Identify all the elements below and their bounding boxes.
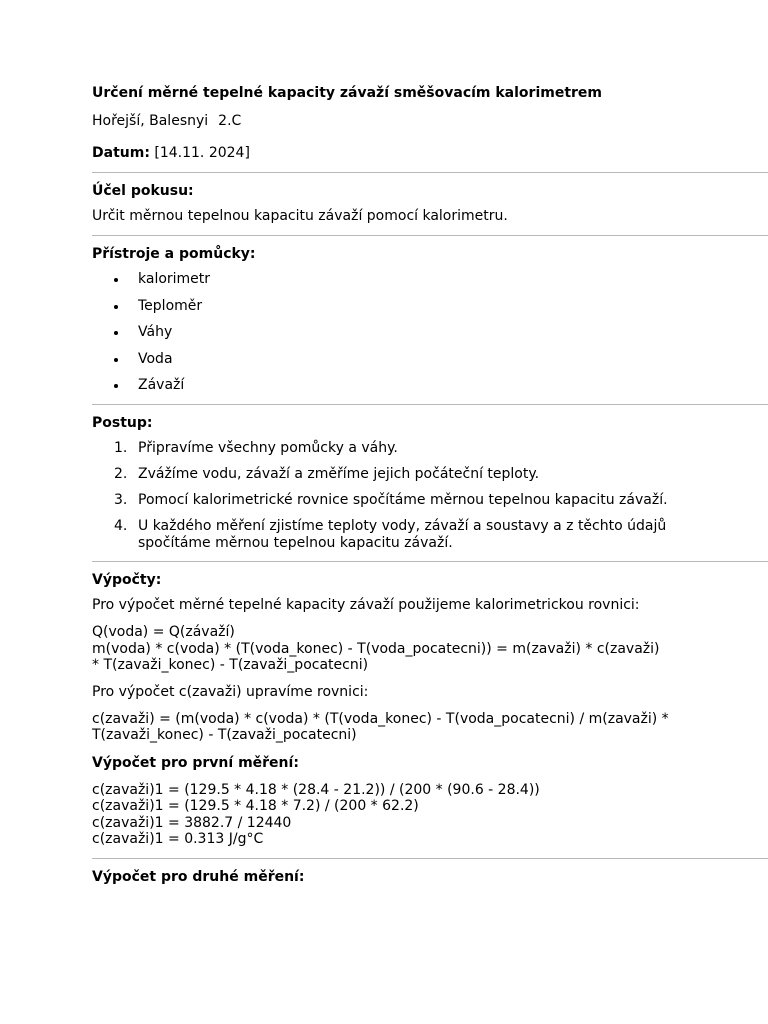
bullet-icon: [114, 331, 118, 335]
calorimetric-equation: Q(voda) = Q(závaží) m(voda) * c(voda) * (T(voda_konec) - T(voda_pocatecni)) = m(zavaži) * c(zavaži) * T(zavaži_konec) - T(zavaži_pocatecni): [92, 624, 660, 674]
first-measurement-calculation: c(zavaži)1 = (129.5 * 4.18 * (28.4 - 21.2)) / (200 * (90.6 - 28.4)) c(zavaži)1 = (129.5 * 4.18 * 7.2) / (200 * 62.2) c(zavaži)1 = 3882.7 / 12440 c(zavaži)1 = 0.313 J/g°C: [92, 781, 540, 848]
procedure-list: [92, 440, 768, 552]
divider: [92, 172, 768, 173]
bullet-icon: [114, 278, 118, 282]
list-item: [92, 377, 768, 394]
list-item: [92, 351, 768, 368]
bullet-icon: [114, 305, 118, 309]
class-label: 2.C: [218, 113, 242, 129]
second-measurement-heading: Výpočet pro druhé měření:: [92, 868, 305, 885]
list-item: [92, 298, 768, 315]
step-text: Zvážíme vodu, závaží a změříme jejich počáteční teploty.: [138, 466, 540, 483]
authors: Hořejší, Balesnyi: [92, 113, 209, 129]
rearrange-text: Pro výpočet c(zavaži) upravíme rovnici:: [92, 683, 369, 700]
step-number: 1.: [114, 440, 128, 457]
divider: [92, 858, 768, 859]
divider: [92, 235, 768, 236]
first-measurement-heading: Výpočet pro první měření:: [92, 754, 299, 771]
divider: [92, 404, 768, 405]
step-text: Pomocí kalorimetrické rovnice spočítáme měrnou tepelnou kapacitu závaží.: [138, 492, 668, 509]
authors-line: [92, 112, 768, 130]
list-item-text: Teploměr: [138, 297, 203, 314]
divider: [92, 561, 768, 562]
procedure-heading: Postup:: [92, 415, 153, 432]
bullet-icon: [114, 384, 118, 388]
list-item-text: kalorimetr: [138, 271, 211, 287]
list-item-text: Závaží: [138, 377, 185, 394]
calculations-heading: Výpočty:: [92, 572, 162, 589]
document-page: [92, 84, 768, 886]
list-item: [92, 271, 768, 288]
list-item: [92, 324, 768, 341]
equipment-heading: Přístroje a pomůcky:: [92, 246, 256, 262]
step-text: U každého měření zjistíme teploty vody, závaží a soustavy a z těchto údajů spočítáme měrnou tepelnou kapacitu závaží.: [138, 518, 667, 552]
step-number: 4.: [114, 518, 128, 535]
document-title: Určení měrné tepelné kapacity závaží směšovacím kalorimetrem: [92, 85, 603, 101]
date-value: [14.11. 2024]: [154, 145, 250, 161]
list-item: [92, 466, 678, 483]
list-item-text: Váhy: [138, 324, 173, 341]
date-line: [92, 144, 768, 162]
purpose-text: Určit měrnou tepelnou kapacitu závaží pomocí kalorimetru.: [92, 208, 508, 224]
list-item: [92, 440, 678, 457]
purpose-heading: Účel pokusu:: [92, 183, 194, 199]
step-number: 3.: [114, 492, 128, 509]
step-number: 2.: [114, 466, 128, 483]
step-text: Připravíme všechny pomůcky a váhy.: [138, 440, 398, 457]
equipment-list: [92, 271, 768, 394]
list-item: [92, 492, 678, 509]
calculations-intro: Pro výpočet měrné tepelné kapacity závaží použijeme kalorimetrickou rovnici:: [92, 597, 640, 614]
rearranged-equation: c(zavaži) = (m(voda) * c(voda) * (T(voda_konec) - T(voda_pocatecni) / m(zavaži) * T(zavaži_konec) - T(zavaži_pocatecni): [92, 710, 669, 744]
list-item-text: Voda: [138, 350, 173, 367]
list-item: [92, 518, 678, 552]
bullet-icon: [114, 358, 118, 362]
date-label: Datum:: [92, 145, 150, 161]
